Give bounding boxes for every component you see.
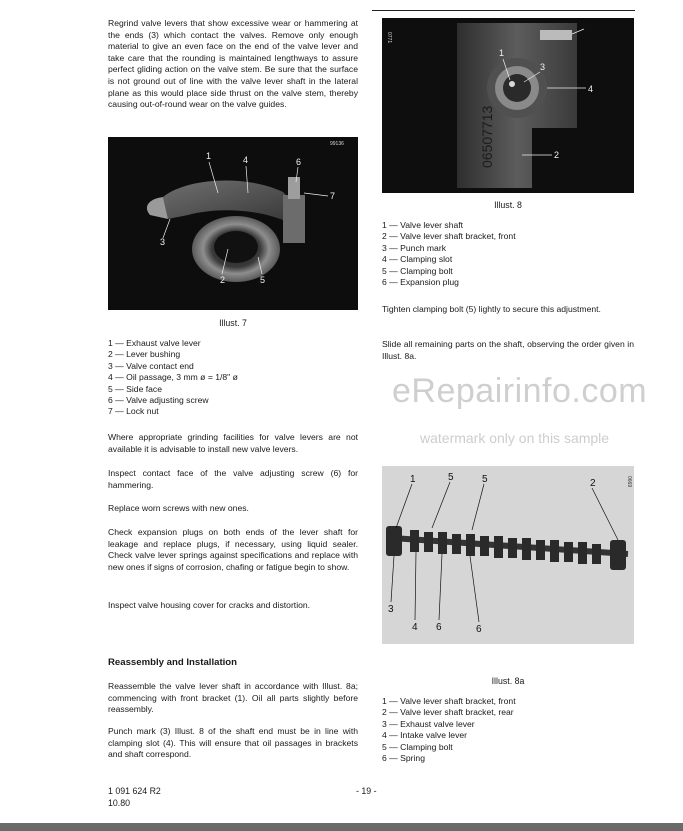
print-date: 10.80 [108,797,131,808]
illust-8a-legend [382,696,634,764]
legend-item: 1 — Valve lever shaft [382,220,464,230]
callout-2: 2 [220,275,226,285]
legend-item: 5 — Side face [108,383,162,394]
legend-item: 1 — Exhaust valve lever [108,338,201,348]
illust-8a-code: 0669 [626,476,632,488]
callout-6: 6 [296,157,302,167]
left-column [108,18,358,111]
illust-8-legend [382,220,634,288]
illust-8-caption: Illust. 8 [494,200,522,210]
legend-item: 4 — Clamping slot [382,254,453,265]
paragraph-tighten-bolt: Tighten clamping bolt (5) lightly to secure this adjustment. [382,304,601,314]
callout-bottom-6b: 6 [476,624,482,635]
callout-top-2: 2 [590,478,596,489]
paragraph-punch-mark: Punch mark (3) Illust. 8 of the shaft end must be in line with clamping slot (4). This will ensure that oil passages in brackets and shaft correspond. [108,726,358,760]
paragraph-replace-screws: Replace worn screws with new ones. [108,503,249,513]
top-rule [372,10,635,11]
callout-4: 4 [243,155,249,165]
legend-item: 3 — Punch mark [382,242,446,253]
paragraph-inspect-screw: Inspect contact face of the valve adjusting screw (6) for hammering. [108,468,358,490]
callout-3: 3 [540,62,546,72]
callout-top-1: 1 [410,474,416,485]
illust-7-photo [108,137,358,310]
callout-bottom-4: 4 [412,622,418,633]
legend-item: 1 — Valve lever shaft bracket, front [382,696,516,706]
callout-1: 1 [499,48,505,58]
callout-top-5b: 5 [482,474,488,485]
section-heading: Reassembly and Installation [108,657,238,668]
illust-8-photo [382,18,634,193]
callout-2: 2 [554,150,560,160]
legend-item: 2 — Lever bushing [108,349,181,360]
callout-5: 5 [260,275,266,285]
watermark-main: eRepairinfo.com [392,372,648,410]
callout-bottom-6a: 6 [436,622,442,633]
illust-8a-photo [382,466,634,644]
callout-5: 5 [586,24,592,35]
illust-8-code: 0771 [386,32,392,44]
paragraph-slide-parts: Slide all remaining parts on the shaft, observing the order given in Illust. 8a. [382,339,634,361]
callout-1: 1 [206,151,212,161]
stamp-number: 06507713 [479,105,495,168]
footer-info [108,786,161,809]
intro-paragraph: Regrind valve levers that show excessive wear or hammering at the ends (3) which contact the valves. Remove only enough material to give an even face on the end of the valve lever and take care that the rounding is maintained lengthways to assure perfect gliding action on the valve stem. Be sure that the surface is not ground out of line with the valve lever shaft in the lateral plane as this would place side thrust on the valve stem, thereby causing out-of-round wear on the valve guides. [108,18,358,110]
paragraph-housing-cover: Inspect valve housing cover for cracks and distortion. [108,600,311,610]
page-number: - 19 - [356,786,377,796]
watermark-sub: watermark only on this sample [420,430,610,446]
bottom-bar [0,823,683,831]
callout-top-5a: 5 [448,472,454,483]
paragraph-grinding: Where appropriate grinding facilities for valve levers are not available it is advisable to install new valve levers. [108,432,358,454]
legend-item: 3 — Exhaust valve lever [382,718,475,729]
paragraph-expansion-plugs: Check expansion plugs on both ends of the lever shaft for leakage and replace plugs, if necessary, using liquid sealer. Check valve lever springs against specifications and replace with new ones if signs of corrosion, chafing or fatigue begin to show. [108,527,358,572]
part-number: 1 091 624 R2 [108,786,161,796]
illust-8a-caption: Illust. 8a [491,676,525,686]
illust-7-legend [108,338,358,418]
paragraph-reassemble: Reassemble the valve lever shaft in accordance with Illust. 8a; commencing with front bracket (1). Oil all parts slightly before reassembly. [108,681,358,715]
legend-item: 6 — Spring [382,753,425,764]
legend-item: 7 — Lock nut [108,406,159,417]
callout-4: 4 [588,84,594,94]
callout-3: 3 [160,237,166,247]
legend-item: 6 — Expansion plug [382,277,459,288]
illust-7-code: 99136 [330,141,344,147]
callout-bottom-3: 3 [388,604,394,615]
legend-item: 3 — Valve contact end [108,360,194,371]
legend-item: 5 — Clamping bolt [382,741,453,752]
legend-item: 2 — Valve lever shaft bracket, front [382,231,516,242]
legend-item: 4 — Oil passage, 3 mm ø = 1/8" ø [108,372,238,383]
legend-item: 2 — Valve lever shaft bracket, rear [382,707,514,718]
illust-7-caption: Illust. 7 [219,318,247,328]
legend-item: 6 — Valve adjusting screw [108,395,209,406]
callout-7: 7 [330,191,336,201]
legend-item: 5 — Clamping bolt [382,265,453,276]
legend-item: 4 — Intake valve lever [382,730,468,741]
